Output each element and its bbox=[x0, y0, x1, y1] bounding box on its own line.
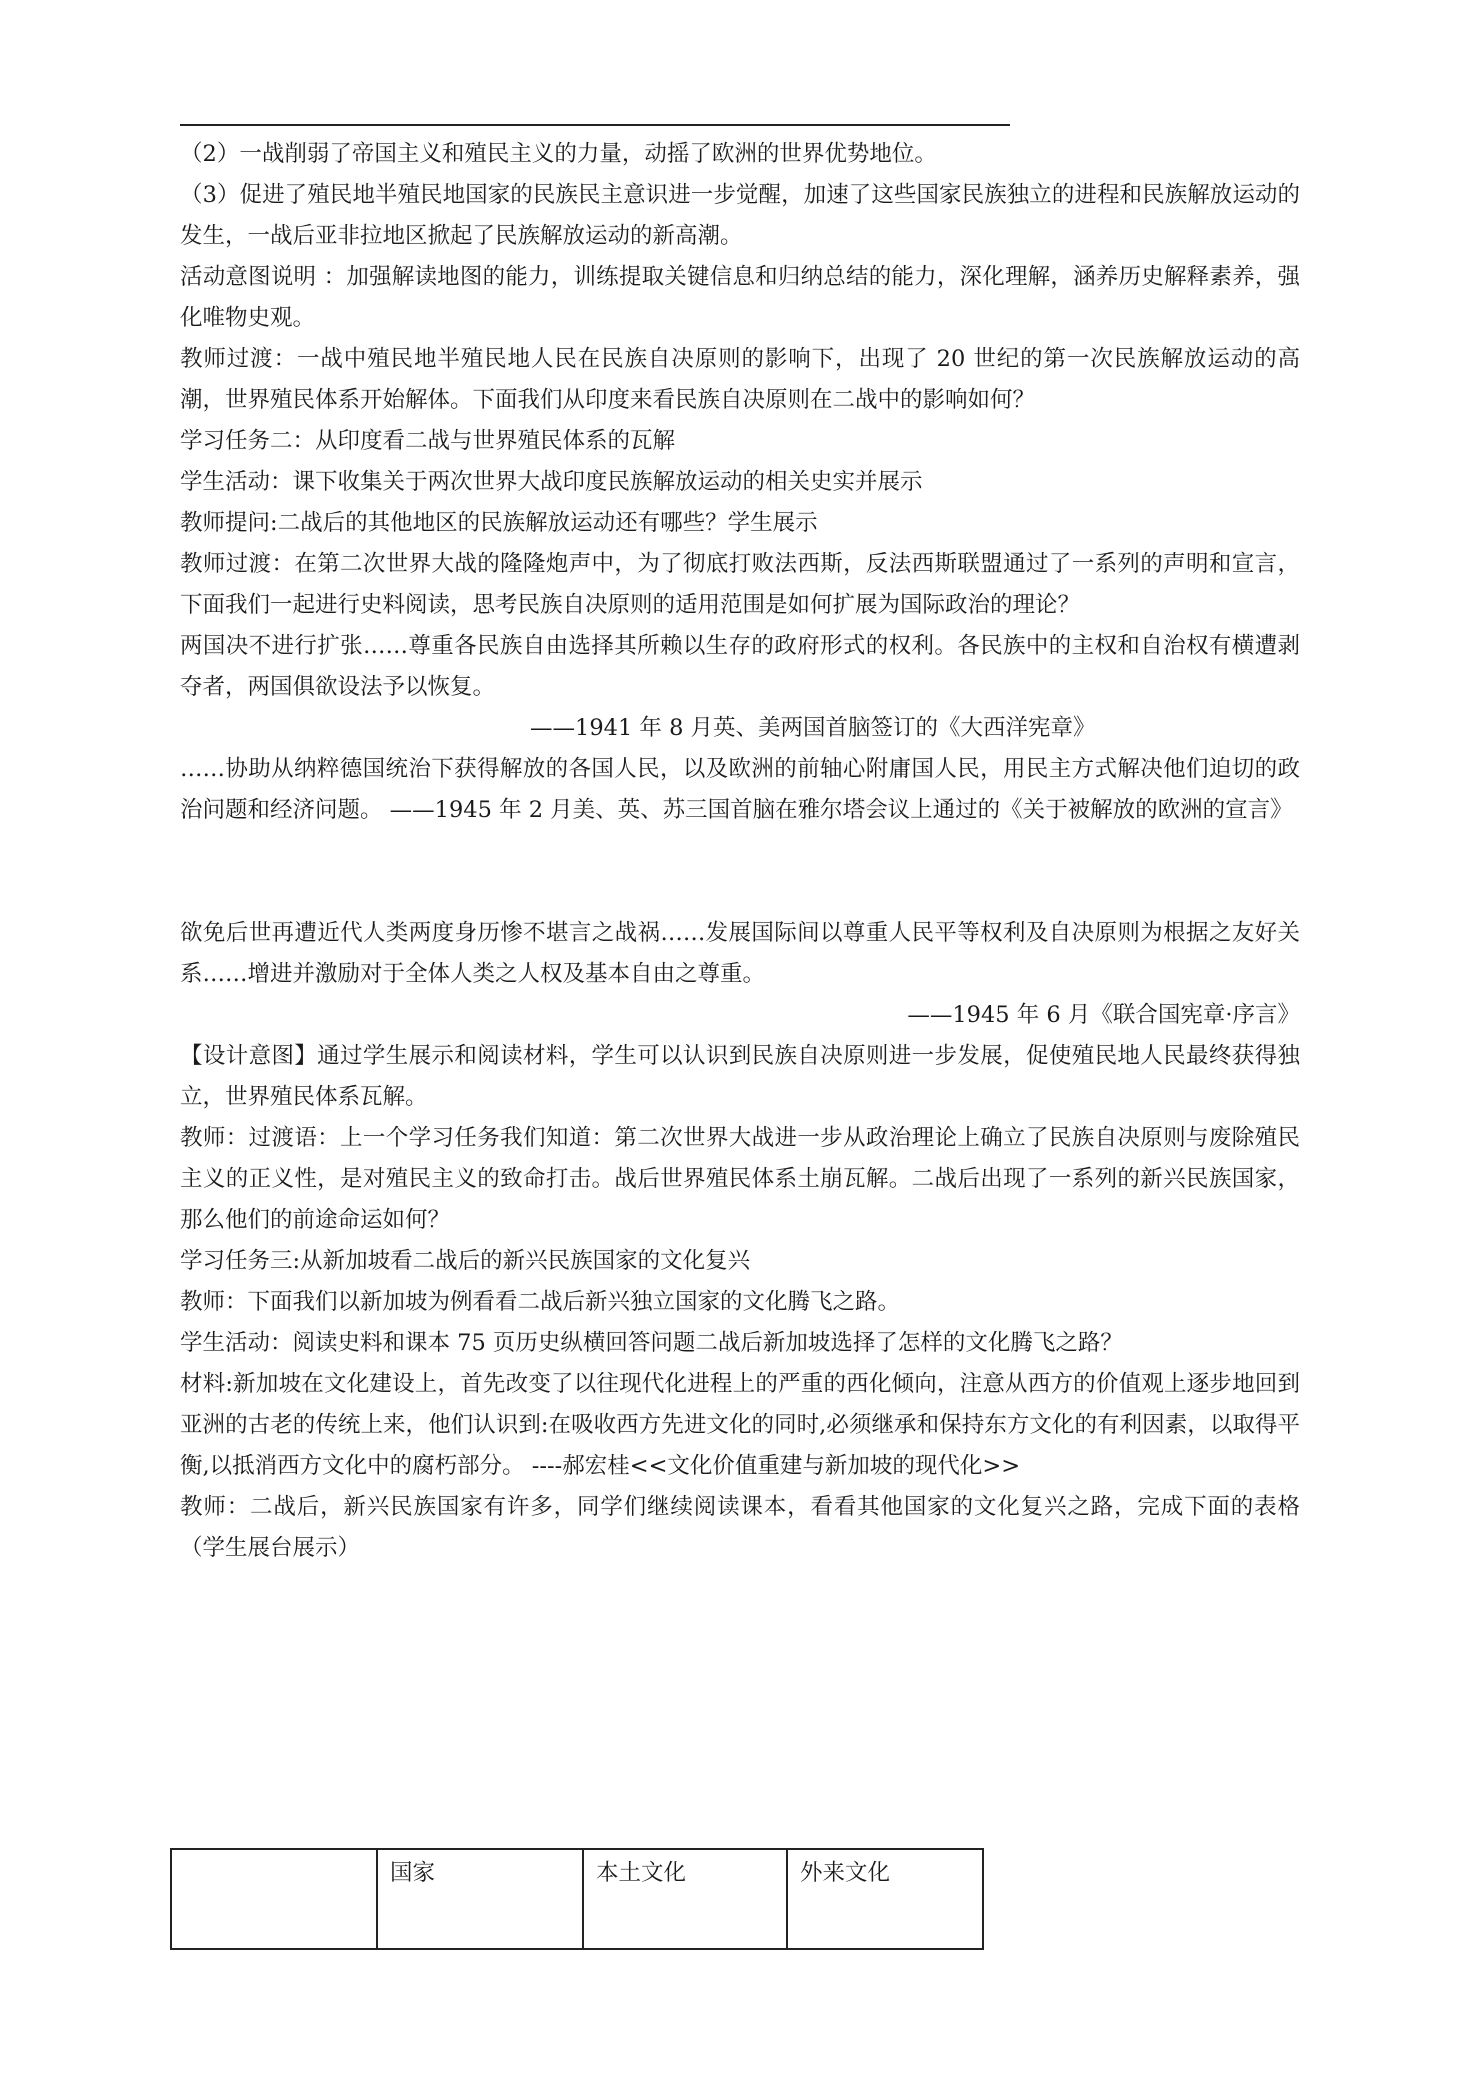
teacher-transition: 教师过渡：一战中殖民地半殖民地人民在民族自决原则的影响下，出现了 20 世纪的第一次民族解放运动的高潮，世界殖民体系开始解体。下面我们从印度来看民族自决原则在二战中的影响如何？ bbox=[180, 346, 1300, 413]
table-row bbox=[171, 1849, 983, 1949]
table-header-foreign-culture: 外来文化 bbox=[787, 1849, 983, 1949]
student-activity: 学生活动：阅读史料和课本 75 页历史纵横回答问题二战后新加坡选择了怎样的文化腾飞之路？ bbox=[180, 1330, 1123, 1356]
source-citation: ——1945 年 6 月《联合国宪章·序言》 bbox=[907, 1002, 1300, 1028]
paragraph: （2）一战削弱了帝国主义和殖民主义的力量，动摇了欧洲的世界优势地位。 bbox=[180, 141, 937, 167]
learning-task-2: 学习任务二：从印度看二战与世界殖民体系的瓦解 bbox=[180, 428, 676, 454]
source-quote: ……协助从纳粹德国统治下获得解放的各国人民，以及欧洲的前轴心附庸国人民，用民主方式解决他们迫切的政治问题和经济问题。 ——1945 年 2 月美、英、苏三国首脑在雅尔塔会议上通过的《关于被解放的欧洲的宣言》 bbox=[180, 756, 1300, 823]
source-citation: ——1941 年 8 月英、美两国首脑签订的《大西洋宪章》 bbox=[530, 715, 1096, 741]
header-rule bbox=[180, 124, 1010, 126]
design-intent: 【设计意图】通过学生展示和阅读材料，学生可以认识到民族自决原则进一步发展，促使殖民地人民最终获得独立，世界殖民体系瓦解。 bbox=[180, 1043, 1300, 1110]
table-header-native-culture: 本土文化 bbox=[583, 1849, 787, 1949]
spacer bbox=[180, 831, 1300, 913]
learning-task-3: 学习任务三:从新加坡看二战后的新兴民族国家的文化复兴 bbox=[180, 1248, 751, 1274]
source-quote: 欲免后世再遭近代人类两度身历惨不堪言之战祸……发展国际间以尊重人民平等权利及自决原则为根据之友好关系……增进并激励对于全体人类之人权及基本自由之尊重。 bbox=[180, 920, 1300, 987]
teacher-instruction: 教师：二战后，新兴民族国家有许多，同学们继续阅读课本，看看其他国家的文化复兴之路，完成下面的表格（学生展台展示） bbox=[180, 1494, 1300, 1561]
teacher-question: 教师提问:二战后的其他地区的民族解放运动还有哪些？学生展示 bbox=[180, 510, 818, 536]
teacher-transition: 教师过渡：在第二次世界大战的隆隆炮声中，为了彻底打败法西斯，反法西斯联盟通过了一系列的声明和宣言，下面我们一起进行史料阅读，思考民族自决原则的适用范围是如何扩展为国际政治的理论？ bbox=[180, 551, 1300, 618]
paragraph: （3）促进了殖民地半殖民地国家的民族民主意识进一步觉醒，加速了这些国家民族独立的进程和民族解放运动的发生，一战后亚非拉地区掀起了民族解放运动的新高潮。 bbox=[180, 182, 1300, 249]
table-header-country: 国家 bbox=[377, 1849, 583, 1949]
culture-table bbox=[170, 1848, 984, 1950]
document-body bbox=[180, 134, 1300, 1569]
source-quote: 两国决不进行扩张……尊重各民族自由选择其所赖以生存的政府形式的权利。各民族中的主权和自治权有横遭剥夺者，两国俱欲设法予以恢复。 bbox=[180, 633, 1300, 700]
table-cell bbox=[171, 1849, 377, 1949]
teacher-intro: 教师：下面我们以新加坡为例看看二战后新兴独立国家的文化腾飞之路。 bbox=[180, 1289, 901, 1315]
activity-intent: 活动意图说明 ：加强解读地图的能力，训练提取关键信息和归纳总结的能力，深化理解，涵养历史解释素养，强化唯物史观。 bbox=[180, 264, 1300, 331]
teacher-transition: 教师：过渡语：上一个学习任务我们知道：第二次世界大战进一步从政治理论上确立了民族自决原则与废除殖民主义的正义性，是对殖民主义的致命打击。战后世界殖民体系土崩瓦解。二战后出现了一系列的新兴民族国家，那么他们的前途命运如何？ bbox=[180, 1125, 1300, 1233]
material-quote: 材料:新加坡在文化建设上，首先改变了以往现代化进程上的严重的西化倾向，注意从西方的价值观上逐步地回到亚洲的古老的传统上来，他们认识到:在吸收西方先进文化的同时,必须继承和保持东方文化的有利因素，以取得平衡,以抵消西方文化中的腐朽部分。 ----郝宏桂<<文化价值重建与新加坡的现代化>> bbox=[180, 1371, 1300, 1479]
student-activity: 学生活动：课下收集关于两次世界大战印度民族解放运动的相关史实并展示 bbox=[180, 469, 923, 495]
